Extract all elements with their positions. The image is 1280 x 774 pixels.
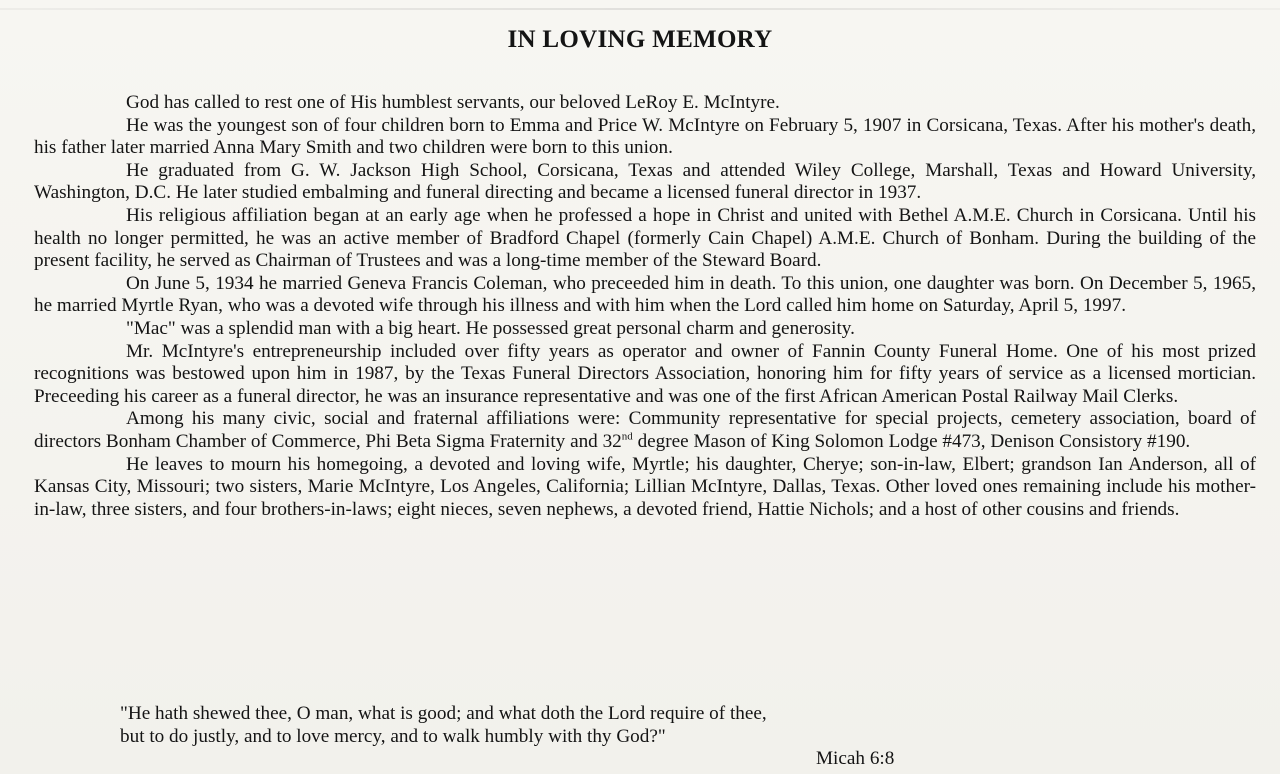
scripture-quote — [120, 702, 767, 748]
scripture-citation: Micah 6:8 — [816, 748, 895, 769]
paragraph-survivors: He leaves to mourn his homegoing, a devoted and loving wife, Myrtle; his daughter, Cherye; son-in-law, Elbert; grandson Ian Anderson, all of Kansas City, Missouri; two sisters, Marie McIntyre, Los Angeles, California; Lillian McIntyre, Dallas, Texas. Other loved ones remaining include his mother-in-law, three sisters, and four brothers-in-laws; eight nieces, seven nephews, a devoted friend, Hattie Nichols; and a host of other cousins and friends. — [34, 453, 1256, 520]
affiliations-text: Among his many civic, social and fraternal affiliations were: Community representative for special projects, cemetery association, board of directors Bonham Chamber of Commerce, Phi Beta Sigma Fraternity and 32 — [34, 408, 1256, 452]
memorial-title: IN LOVING MEMORY — [507, 26, 773, 53]
paragraph-marriage: On June 5, 1934 he married Geneva Francis Coleman, who preceeded him in death. To this union, one daughter was born. On December 5, 1965, he married Myrtle Ryan, who was a devoted wife through his illness and with him when the Lord called him home on Saturday, April 5, 1997. — [34, 272, 1256, 317]
paper-fold-line — [0, 8, 1280, 10]
paragraph-intro: God has called to rest one of His humblest servants, our beloved LeRoy E. McIntyre. — [126, 92, 780, 113]
quote-line-2: but to do justly, and to love mercy, and to walk humbly with thy God?" — [120, 726, 666, 747]
paragraph-birth: He was the youngest son of four children born to Emma and Price W. McIntyre on February 5, 1907 in Corsicana, Texas. After his mother's death, his father later married Anna Mary Smith and two children were born to this union. — [34, 114, 1256, 159]
ordinal-superscript: nd — [621, 430, 633, 443]
paragraph-education: He graduated from G. W. Jackson High School, Corsicana, Texas and attended Wiley College, Marshall, Texas and Howard University, Washington, D.C. He later studied embalming and funeral directing and became a licensed funeral director in 1937. — [34, 159, 1256, 204]
paragraph-affiliations — [34, 408, 1256, 453]
paragraph-religion: His religious affiliation began at an early age when he professed a hope in Christ and united with Bethel A.M.E. Church in Corsicana. Until his health no longer permitted, he was an active member of Bradford Chapel (formerly Cain Chapel) A.M.E. Church of Bonham. During the building of the present facility, he served as Chairman of Trustees and was a long-time member of the Steward Board. — [34, 204, 1256, 272]
paragraph-character: "Mac" was a splendid man with a big heart. He possessed great personal charm and generosity. — [126, 317, 855, 339]
affiliations-text-end: degree Mason of King Solomon Lodge #473, Denison Consistory #190. — [632, 430, 1191, 452]
quote-line-1: "He hath shewed thee, O man, what is good; and what doth the Lord require of thee, — [120, 703, 767, 724]
paragraph-career: Mr. McIntyre's entrepreneurship included over fifty years as operator and owner of Fannin County Funeral Home. One of his most prized recognitions was bestowed upon him in 1987, by the Texas Funeral Directors Association, honoring him for fifty years of service as a licensed mortician. Preceeding his career as a funeral director, he was an insurance representative and was one of the first African American Postal Railway Mail Clerks. — [34, 340, 1256, 407]
obituary-body — [34, 92, 1256, 521]
